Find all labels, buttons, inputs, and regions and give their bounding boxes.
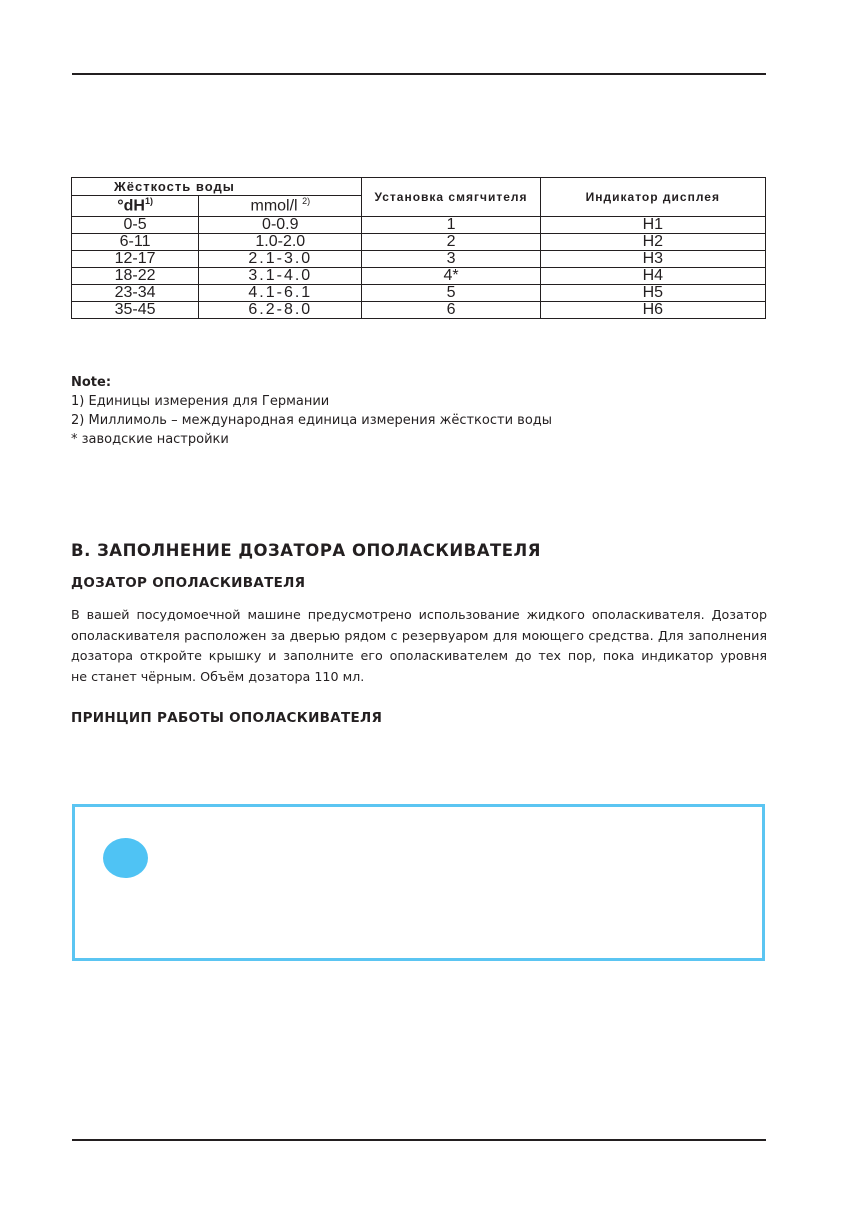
dispenser-paragraph bbox=[71, 605, 767, 687]
note-item: 2) Миллимоль – международная единица измерения жёсткости воды bbox=[71, 413, 553, 428]
paragraph-line: ополаскивателя расположен за дверью рядом с резервуаром для моющего средства. Для заполнения bbox=[71, 627, 767, 643]
water-hardness-table bbox=[71, 177, 766, 319]
mmol-cell: 1.0-2.0 bbox=[199, 234, 362, 251]
paragraph-line: В вашей посудомоечной машине предусмотрено использование жидкого ополаскивателя. Дозатор bbox=[71, 607, 767, 622]
section-title: B. ЗАПОЛНЕНИЕ ДОЗАТОРА ОПОЛАСКИВАТЕЛЯ bbox=[71, 541, 541, 560]
table-row bbox=[72, 285, 766, 302]
setting-cell: 6 bbox=[362, 302, 540, 319]
note-item: 1) Единицы измерения для Германии bbox=[71, 394, 330, 409]
softener-setting-header: Установка смягчителя bbox=[362, 178, 540, 217]
dh-cell: 0-5 bbox=[72, 217, 199, 234]
mmol-cell: 6.2-8.0 bbox=[199, 302, 362, 319]
mmol-column-header: mmol/l $^{2)}$ bbox=[199, 196, 362, 217]
display-cell: H5 bbox=[540, 285, 765, 302]
info-circle-icon bbox=[103, 838, 148, 878]
dh-cell: 6-11 bbox=[72, 234, 199, 251]
dh-cell: 23-34 bbox=[72, 285, 199, 302]
mmol-cell: 4.1-6.1 bbox=[199, 285, 362, 302]
dh-cell: 18-22 bbox=[72, 268, 199, 285]
display-cell: H6 bbox=[540, 302, 765, 319]
display-indicator-header: Индикатор дисплея bbox=[540, 178, 765, 217]
display-cell: H4 bbox=[540, 268, 765, 285]
setting-cell: 1 bbox=[362, 217, 540, 234]
setting-cell: 4* bbox=[362, 268, 540, 285]
dh-column-header: $^\circ dH^{1)}$ bbox=[72, 196, 199, 217]
mmol-cell: 2.1-3.0 bbox=[199, 251, 362, 268]
subsection-title-principle: ПРИНЦИП РАБОТЫ ОПОЛАСКИВАТЕЛЯ bbox=[71, 710, 383, 726]
dh-cell: 12-17 bbox=[72, 251, 199, 268]
table-row bbox=[72, 302, 766, 319]
paragraph-line: не станет чёрным. Объём дозатора 110 мл. bbox=[71, 668, 365, 684]
setting-cell: 3 bbox=[362, 251, 540, 268]
top-rule bbox=[72, 73, 766, 75]
bottom-rule bbox=[72, 1139, 766, 1141]
display-cell: H1 bbox=[540, 217, 765, 234]
table-row bbox=[72, 268, 766, 285]
table-row bbox=[72, 217, 766, 234]
table-row bbox=[72, 234, 766, 251]
notes-title: Note: bbox=[71, 375, 112, 390]
paragraph-line: дозатора откройте крышку и заполните его ополаскивателем до тех пор, пока индикатор уровня bbox=[71, 648, 767, 663]
table-header-row bbox=[72, 178, 766, 196]
table-notes bbox=[71, 373, 552, 449]
display-cell: H2 bbox=[540, 234, 765, 251]
mmol-cell: 3.1-4.0 bbox=[199, 268, 362, 285]
note-item: * заводские настройки bbox=[71, 432, 229, 447]
table-row bbox=[72, 251, 766, 268]
info-box bbox=[72, 804, 765, 961]
mmol-cell: 0-0.9 bbox=[199, 217, 362, 234]
setting-cell: 5 bbox=[362, 285, 540, 302]
display-cell: H3 bbox=[540, 251, 765, 268]
hardness-group-header: Жёсткость воды bbox=[72, 178, 362, 196]
setting-cell: 2 bbox=[362, 234, 540, 251]
subsection-title-dispenser: ДОЗАТОР ОПОЛАСКИВАТЕЛЯ bbox=[71, 575, 306, 591]
dh-cell: 35-45 bbox=[72, 302, 199, 319]
